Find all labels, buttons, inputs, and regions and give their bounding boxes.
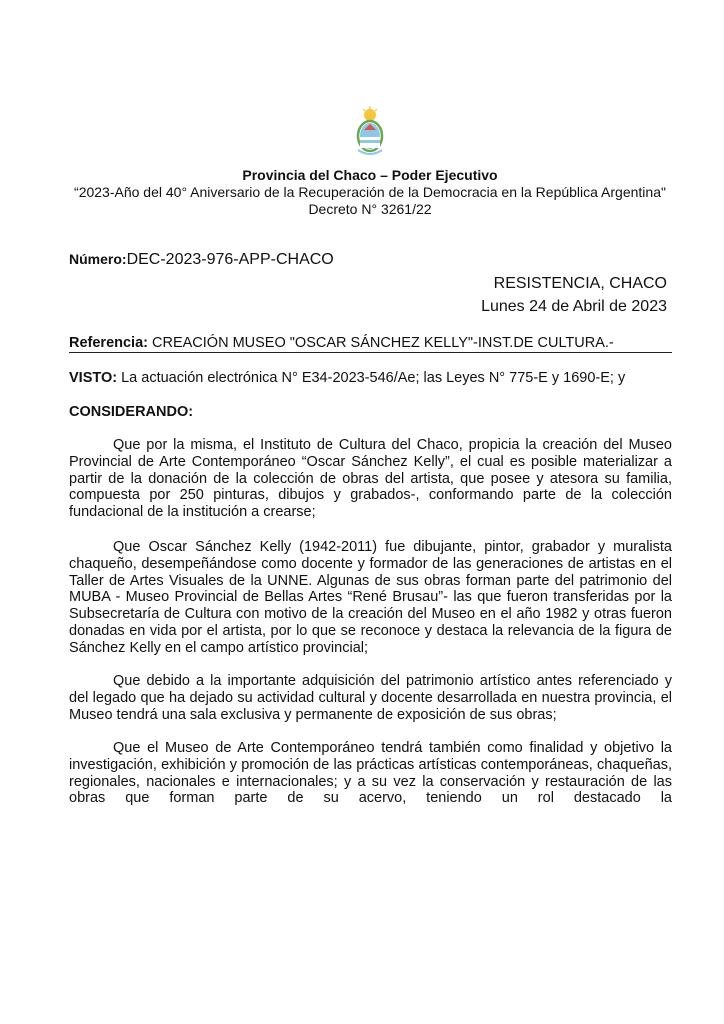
- visto-value: La actuación electrónica N° E34-2023-546/Ae; las Leyes N° 775-E y 1690-E; y: [121, 370, 626, 386]
- document-number-label: Número:: [69, 251, 127, 267]
- paragraph-4: [69, 740, 672, 807]
- paragraph-text: Que Oscar Sánchez Kelly (1942-2011) fue dibujante, pintor, grabador y muralista chaqueño, desempeñándose como docente y formador de las generaciones de artistas en el Taller de Artes Visuales de la UNNE. Algunas de sus obras forman parte del patrimonio del MUBA - Museo Provincial de Bellas Artes “René Brusau”- las que fueron transferidas por la Subsecretaría de Cultura con motivo de la creación del Museo en el año 1982 y otras fueron donadas en vida por el artista, por lo que se reconoce y destaca la relevancia de la figura de Sánchez Kelly en el campo artístico provincial;: [69, 539, 672, 656]
- provincial-seal-icon: [352, 106, 388, 162]
- header-motto: “2023-Año del 40° Aniversario de la Recuperación de la Democracia en la República Argentina" Decreto N° 3261/22: [74, 184, 666, 217]
- visto-line: [69, 370, 625, 386]
- paragraph-text: Que debido a la importante adquisición del patrimonio artístico antes referenciado y del legado que ha dejado su actividad cultural y docente desarrollada en nuestra provincia, el Museo tendrá una sala exclusiva y permanente de exposición de sus obras;: [69, 673, 672, 723]
- visto-label: VISTO:: [69, 370, 118, 386]
- place: RESISTENCIA, CHACO: [493, 275, 667, 292]
- date: Lunes 24 de Abril de 2023: [481, 298, 667, 315]
- paragraph-2: [69, 539, 672, 657]
- referencia-line: [69, 335, 672, 353]
- place-date-block: [481, 272, 667, 318]
- referencia-label: Referencia:: [69, 335, 148, 351]
- paragraph-3: [69, 673, 672, 723]
- paragraph-text: Que por la misma, el Instituto de Cultura del Chaco, propicia la creación del Museo Provincial de Arte Contemporáneo “Oscar Sánchez Kelly”, el cual es posible materializar a partir de la donación de la colección de obras del artista, que posee y atesora su familia, compuesta por 250 pinturas, dibujos y grabados-, conformando parte de la colección fundacional de la institución a crearse;: [69, 437, 672, 521]
- referencia-value: CREACIÓN MUSEO "OSCAR SÁNCHEZ KELLY"-INST.DE CULTURA.-: [152, 335, 614, 351]
- document-number-value: DEC-2023-976-APP-CHACO: [126, 251, 334, 268]
- paragraph-1: [69, 437, 672, 521]
- header-title: Provincia del Chaco – Poder Ejecutivo: [242, 167, 498, 183]
- considerando-heading: CONSIDERANDO:: [69, 404, 194, 420]
- document-number: [69, 251, 334, 269]
- paragraph-text: Que el Museo de Arte Contemporáneo tendrá también como finalidad y objetivo la investigación, exhibición y promoción de las prácticas artísticas contemporáneas, chaqueñas, regionales, nacionales e internacionales; y a su vez la conservación y restauración de las obras que forman parte de su acervo, teniendo un rol destacado la: [69, 740, 672, 807]
